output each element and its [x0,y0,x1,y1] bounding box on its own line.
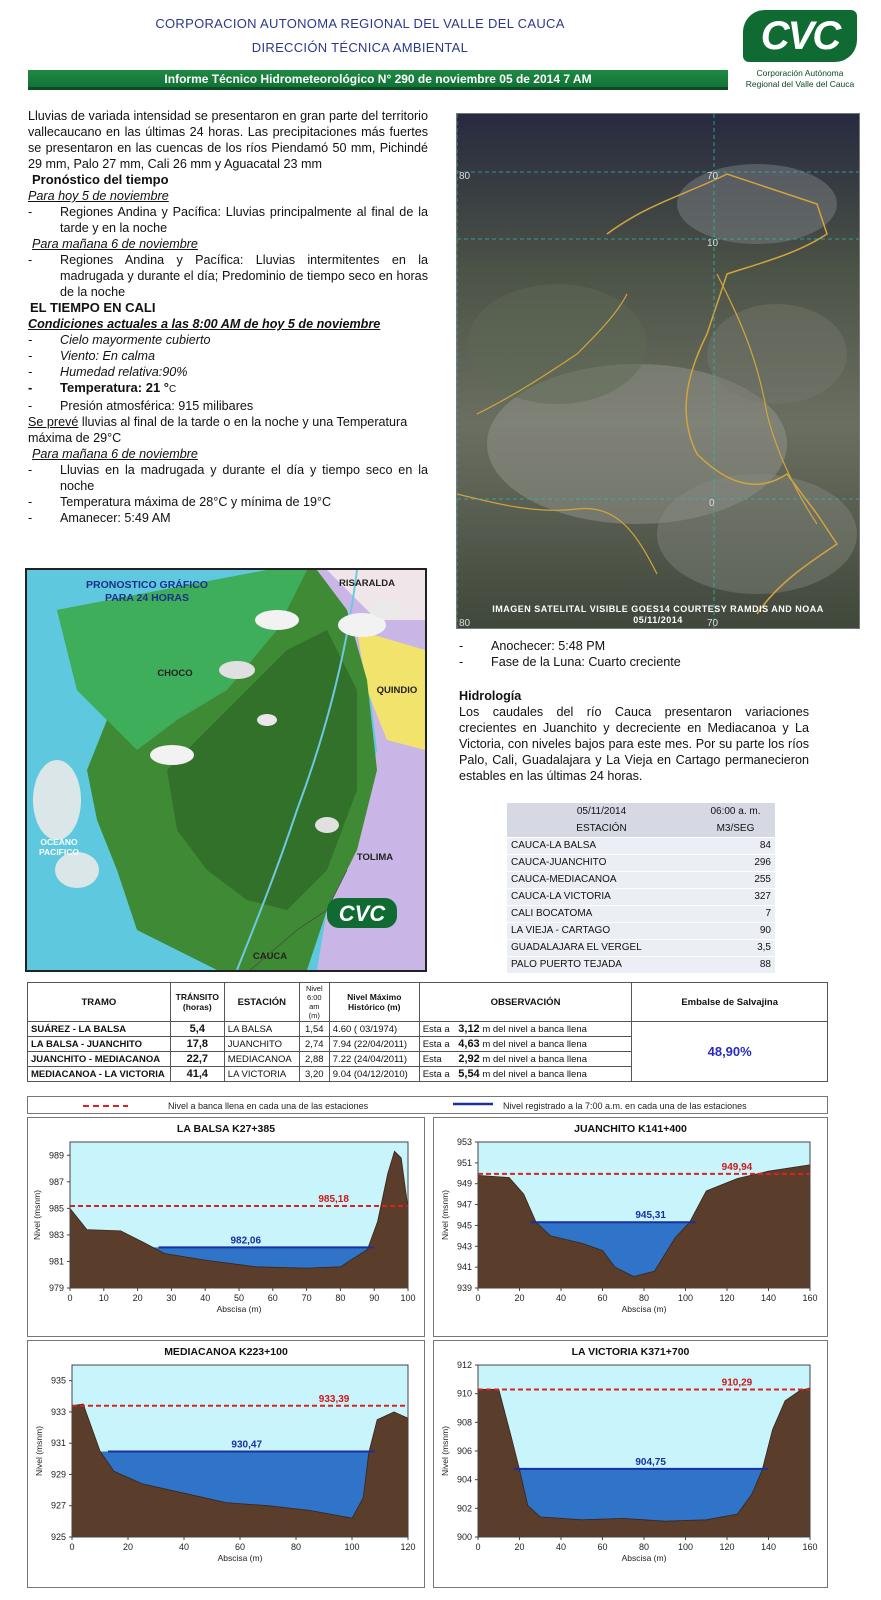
table-row [507,888,775,905]
obs-distance: 5,54 [458,1068,480,1080]
dam-percentage: 48,90% [632,1022,828,1082]
flow-table-header [507,820,775,837]
forecast-map [25,568,427,972]
table-row [507,854,775,871]
y-tick-label: 985 [48,1203,64,1214]
label-tolima: TOLIMA [356,852,394,863]
water-level-label: 904,75 [635,1456,666,1468]
chart-panel-juanchito [433,1117,828,1337]
transit: 41,4 [170,1067,224,1082]
satellite-image [456,113,860,629]
station-name: CAUCA-LA BALSA [507,837,696,854]
obs-distance: 2,92 [458,1053,480,1065]
flow-table [507,803,775,973]
col-station: ESTACIÓN [224,983,299,1022]
obs-prefix: Esta [422,1054,442,1065]
station: LA VICTORIA [224,1067,299,1082]
station-name: GUADALAJARA EL VERGEL [507,939,696,956]
cali-sky: - Cielo mayormente cubierto [28,332,428,348]
station-name: CALI BOCATOMA [507,905,696,922]
x-tick-label: 160 [802,1542,818,1552]
chart-title: LA BALSA K27+385 [176,1123,276,1135]
x-tick-label: 0 [67,1293,73,1303]
x-tick-label: 100 [400,1293,416,1303]
bank-full-label: 949,94 [721,1161,753,1173]
cali-tomorrow-rain: - Lluvias en la madrugada y durante el día y tiempo seco en la noche [28,462,428,494]
bank-level-table [27,982,828,1082]
col-dam: Embalse de Salvajina [632,983,828,1022]
label-oceano: OCEANO [40,837,78,847]
x-tick-label: 20 [132,1293,143,1303]
x-tick-label: 40 [555,1542,567,1552]
x-tick-label: 100 [677,1293,694,1303]
cali-tomorrow-temp: - Temperatura máxima de 28°C y mínima de 19°C [28,494,428,510]
x-tick-label: 10 [98,1293,109,1303]
max-level: 7.22 (24/04/2011) [329,1052,419,1067]
x-tick-label: 80 [638,1542,650,1552]
x-tick-label: 20 [122,1542,134,1552]
y-tick-label: 927 [50,1500,66,1511]
y-tick-label: 949 [456,1178,472,1189]
y-tick-label: 989 [48,1150,64,1161]
forecast-tomorrow-label: Para mañana 6 de noviembre [32,237,198,251]
table-row [507,871,775,888]
forecast-map-title-2: PARA 24 HORAS [104,592,190,604]
report-title-banner: Informe Técnico Hidrometeorológico N° 290 de noviembre 05 de 2014 7 AM [28,70,728,90]
x-axis-label: Abscisa (m) [621,1304,667,1314]
col-tramo: TRAMO [28,983,171,1022]
x-tick-label: 120 [719,1542,735,1552]
cali-temperature [28,380,428,398]
transit: 17,8 [170,1037,224,1052]
cross-section-chart [28,1118,424,1336]
forecast-map-title-1: PRONOSTICO GRÁFICO [86,579,208,591]
cali-outlook-text: lluvias al final de la tarde o en la noche y una Temperatura máxima de 29°C [28,415,408,445]
transit: 22,7 [170,1052,224,1067]
flow-table-date-row [507,803,775,820]
cvc-logo-mark: CVC [743,10,857,62]
forecast-heading: Pronóstico del tiempo [32,172,169,187]
y-tick-label: 931 [50,1438,66,1449]
max-level: 7.94 (22/04/2011) [329,1037,419,1052]
forecast-tomorrow-item: - Regiones Andina y Pacífica: Lluvias intermitentes en la madrugada y durante el día; Predominio de tiempo seco en horas de la noche [28,252,428,300]
logo-subtitle-2: Regional del Valle del Cauca [745,79,855,89]
cali-humidity: - Humedad relativa:90% [28,364,428,380]
cali-outlook [28,414,428,446]
y-tick-label: 933 [50,1406,66,1417]
cali-tomorrow-label: Para mañana 6 de noviembre [32,447,198,461]
y-tick-label: 953 [456,1137,472,1147]
table-row [28,1022,828,1037]
max-level: 9.04 (04/12/2010) [329,1067,419,1082]
sat-grid-label: 80 [459,618,471,629]
x-tick-label: 60 [597,1542,608,1552]
x-tick-label: 80 [290,1542,302,1552]
x-tick-label: 50 [233,1293,245,1303]
satellite-caption-date: 05/11/2014 [633,615,683,625]
cali-conditions-label: Condiciones actuales a las 8:00 AM de hoy 5 de noviembre [28,317,381,331]
x-tick-label: 160 [802,1293,818,1303]
obs-distance: 3,12 [458,1023,480,1035]
obs-suffix: m del nivel a banca llena [482,1069,587,1080]
x-tick-label: 0 [69,1542,75,1552]
sat-grid-label: 70 [707,171,719,182]
legend [27,1096,828,1114]
cali-pressure: - Presión atmosférica: 915 milibares [28,398,428,414]
cali-weather-heading: EL TIEMPO EN CALI [30,300,156,315]
x-tick-label: 60 [597,1293,608,1303]
station-name: CAUCA-MEDIACANOA [507,871,696,888]
y-axis-label: Nivel (msnm) [440,1189,450,1241]
flow-value: 327 [696,888,775,905]
flow-value: 3,5 [696,939,775,956]
y-tick-label: 902 [456,1503,472,1514]
level: 2,74 [299,1037,329,1052]
x-tick-label: 40 [178,1542,190,1552]
y-tick-label: 904 [456,1474,472,1485]
obs-suffix: m del nivel a banca llena [482,1039,587,1050]
flow-value: 88 [696,956,775,973]
y-tick-label: 906 [456,1446,472,1456]
intro-paragraph: Lluvias de variada intensidad se presentaron en gran parte del territorio vallecaucano en las últimas 24 horas. Las precipitaciones más fuertes se presentaron en las cuencas de los ríos Piendamó 50 mm, Pichindé 29 mm, Palo 27 mm, Cali 26 mm y Aguacatal 23 mm [28,109,428,171]
y-axis-label: Nivel (msnm) [34,1425,44,1477]
cross-section-chart [434,1341,827,1587]
table-row [507,922,775,939]
flow-value: 255 [696,871,775,888]
table-row [507,939,775,956]
x-tick-label: 100 [677,1542,694,1552]
obs-prefix: Esta a [422,1024,450,1035]
station-name: CAUCA-JUANCHITO [507,854,696,871]
cali-outlook-underlined: Se prevé [28,415,79,429]
water-level-label: 945,31 [635,1210,666,1222]
y-tick-label: 951 [456,1157,472,1168]
x-tick-label: 90 [369,1293,380,1303]
flow-table-col-unit: M3/SEG [696,820,775,837]
legend-level-text: Nivel registrado a la 7:00 a.m. en cada una de las estaciones [503,1101,747,1111]
tramo: LA BALSA - JUANCHITO [28,1037,171,1052]
y-tick-label: 939 [456,1283,472,1293]
x-axis-label: Abscisa (m) [621,1553,667,1563]
x-tick-label: 40 [200,1293,211,1303]
table-row [507,837,775,854]
flow-table-col-station: ESTACIÓN [507,820,696,837]
cali-temperature-value: Temperatura: 21 ° [60,380,169,395]
satellite-caption-line1: IMAGEN SATELITAL VISIBLE GOES14 COURTESY RAMDIS AND NOAA [492,604,824,614]
x-tick-label: 20 [514,1542,525,1552]
tramo: JUANCHITO - MEDIACANOA [28,1052,171,1067]
hydrology-section [459,688,809,784]
chart-title: LA VICTORIA K371+700 [571,1346,690,1358]
y-tick-label: 925 [50,1532,66,1542]
obs-prefix: Esta a [422,1039,450,1050]
obs-distance: 4,63 [458,1038,480,1050]
x-tick-label: 100 [344,1542,360,1552]
y-tick-label: 935 [50,1375,66,1386]
sat-grid-label: 70 [707,618,719,629]
x-tick-label: 30 [166,1293,177,1303]
cali-sunset: - Anochecer: 5:48 PM [459,638,809,654]
y-tick-label: 912 [456,1360,472,1370]
observation [419,1037,632,1052]
hydrology-paragraph: Los caudales del río Cauca presentaron variaciones crecientes en Juanchito y decreciente en Mediacanoa y La Victoria, con niveles bajos para este mes. Por su parte los ríos Palo, Cali, Guadalajara y La Vieja en Cartago permanecieron estables en las últimas 24 horas. [459,705,809,783]
table-row [507,905,775,922]
legend-bank-text: Nivel a banca llena en cada una de las estaciones [168,1101,369,1111]
chart-title: MEDIACANOA K223+100 [164,1346,288,1358]
label-quindio: QUINDIO [376,685,418,696]
x-tick-label: 20 [514,1293,525,1303]
flow-value: 90 [696,922,775,939]
x-axis-label: Abscisa (m) [217,1553,263,1563]
level: 3,20 [299,1067,329,1082]
y-tick-label: 929 [50,1469,66,1480]
department-name: DIRECCIÓN TÉCNICA AMBIENTAL [251,40,469,55]
tramo: SUÁREZ - LA BALSA [28,1022,171,1037]
y-tick-label: 981 [48,1256,64,1267]
x-tick-label: 80 [638,1293,650,1303]
label-pacifico: PACIFICO [39,847,79,857]
y-axis-label: Nivel (msnm) [32,1189,42,1241]
y-tick-label: 943 [456,1241,472,1252]
station: LA BALSA [224,1022,299,1037]
flow-value: 7 [696,905,775,922]
observation [419,1022,632,1037]
col-observation: OBSERVACIÓN [419,983,632,1022]
bank-table-header [28,983,828,1022]
label-risaralda: RISARALDA [339,578,395,589]
cross-section-chart [28,1341,424,1587]
transit: 5,4 [170,1022,224,1037]
logo-subtitle-1: Corporación Autónoma [756,68,844,78]
y-tick-label: 983 [48,1229,64,1240]
hydrology-heading: Hidrología [459,689,522,703]
chart-panel-mediacanoa [27,1340,425,1588]
x-tick-label: 40 [555,1293,567,1303]
y-tick-label: 908 [456,1417,472,1428]
chart-panel-la-balsa [27,1117,425,1337]
cali-wind: - Viento: En calma [28,348,428,364]
obs-suffix: m del nivel a banca llena [482,1054,587,1065]
x-tick-label: 140 [760,1293,777,1303]
station: MEDIACANOA [224,1052,299,1067]
flow-value: 296 [696,854,775,871]
observation [419,1067,632,1082]
x-tick-label: 60 [234,1542,246,1552]
cross-section-chart [434,1118,827,1336]
tramo: MEDIACANOA - LA VICTORIA [28,1067,171,1082]
org-name: CORPORACION AUTONOMA REGIONAL DEL VALLE DEL CAUCA [155,16,565,31]
x-axis-label: Abscisa (m) [216,1304,262,1314]
sat-grid-label: 80 [459,171,471,182]
col-transit: TRÁNSITO (horas) [170,983,224,1022]
table-row [507,956,775,973]
y-tick-label: 945 [456,1220,472,1231]
chart-panel-la-victoria [433,1340,828,1588]
col-max: Nivel Máximo Histórico (m) [329,983,419,1022]
cali-moon-phase: - Fase de la Luna: Cuarto creciente [459,654,809,670]
right-text-column [459,638,809,670]
sat-grid-label: 10 [707,238,719,249]
x-tick-label: 0 [475,1542,481,1552]
x-tick-label: 120 [400,1542,416,1552]
obs-prefix: Esta a [422,1069,450,1080]
y-tick-label: 941 [456,1262,472,1273]
water-level-label: 982,06 [230,1235,262,1247]
forecast-today-item: - Regiones Andina y Pacífica: Lluvias principalmente al final de la tarde y en la noche [28,204,428,236]
x-tick-label: 70 [301,1293,312,1303]
y-tick-label: 900 [456,1532,472,1542]
station-name: PALO PUERTO TEJADA [507,956,696,973]
y-tick-label: 987 [48,1176,64,1187]
y-tick-label: 947 [456,1199,472,1210]
sat-grid-label: 0 [709,498,715,509]
x-tick-label: 140 [760,1542,777,1552]
x-tick-label: 120 [719,1293,735,1303]
x-tick-label: 0 [475,1293,481,1303]
x-tick-label: 80 [335,1293,346,1303]
station: JUANCHITO [224,1037,299,1052]
level: 1,54 [299,1022,329,1037]
flow-table-time: 06:00 a. m. [696,803,775,820]
satellite-art [457,114,860,629]
bank-full-label: 933,39 [318,1393,350,1405]
level: 2,88 [299,1052,329,1067]
cali-sunrise: - Amanecer: 5:49 AM [28,510,428,526]
x-tick-label: 60 [267,1293,278,1303]
water-level-label: 930,47 [231,1439,263,1451]
observation [419,1052,632,1067]
station-name: LA VIEJA - CARTAGO [507,922,696,939]
flow-table-date: 05/11/2014 [507,803,696,820]
cvc-logo [737,6,863,94]
col-level: Nivel 6:00 am (m) [299,983,329,1022]
forecast-map-art [27,570,425,970]
cali-temperature-unit: C [169,384,177,395]
bank-full-label: 910,29 [721,1377,753,1389]
label-choco: CHOCO [157,668,193,679]
forecast-map-logo: CVC [338,901,386,926]
satellite-caption [457,604,859,626]
y-axis-label: Nivel (msnm) [440,1425,450,1477]
y-tick-label: 979 [48,1283,64,1293]
station-name: CAUCA-LA VICTORIA [507,888,696,905]
max-level: 4.60 ( 03/1974) [329,1022,419,1037]
y-tick-label: 910 [456,1388,472,1399]
legend-art [28,1097,829,1115]
flow-value: 84 [696,837,775,854]
left-text-column [28,108,428,526]
obs-suffix: m del nivel a banca llena [482,1024,587,1035]
bank-full-label: 985,18 [318,1193,349,1205]
chart-title: JUANCHITO K141+400 [574,1123,687,1135]
label-cauca: CAUCA [252,951,288,962]
forecast-today-label: Para hoy 5 de noviembre [28,189,169,203]
